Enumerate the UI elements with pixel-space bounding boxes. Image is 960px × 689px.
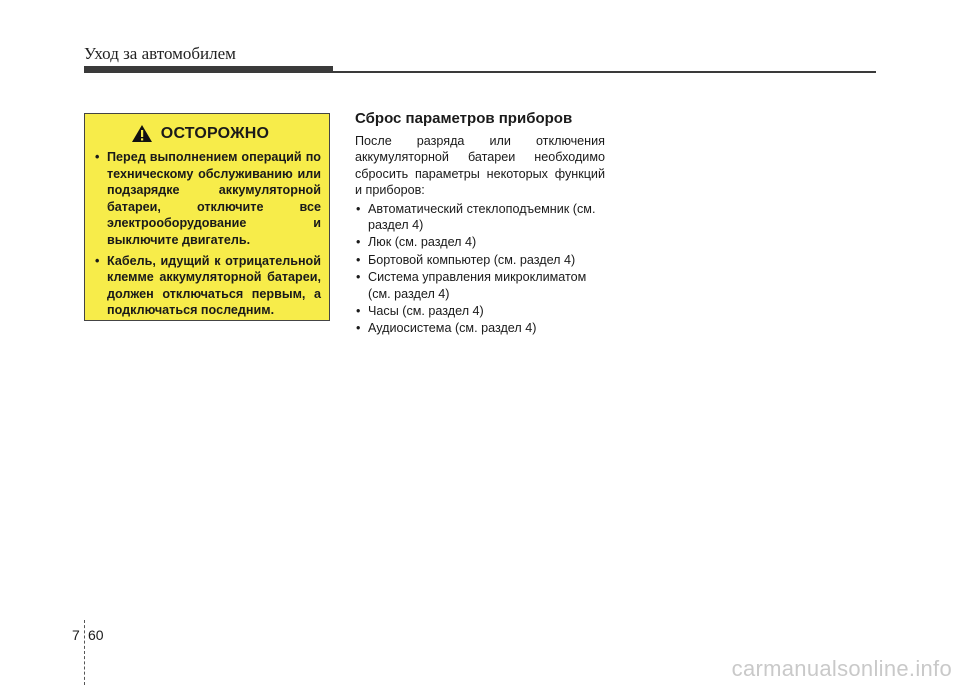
- warning-triangle-icon: [131, 124, 153, 143]
- footer-divider: [84, 620, 85, 685]
- section-intro: После разряда или отключения аккумуляторной батареи необходимо сбросить параметры некоторых функций и приборов:: [355, 134, 605, 198]
- page-number: 60: [88, 627, 104, 643]
- section-title: Сброс параметров приборов: [355, 110, 573, 127]
- chapter-number: 7: [72, 627, 80, 643]
- warning-title: ОСТОРОЖНО: [160, 124, 270, 142]
- warning-list: [93, 149, 321, 319]
- list-item: • Автоматический стеклоподъемник (см. раздел 4): [355, 201, 605, 234]
- page-header-title: Уход за автомобилем: [84, 44, 236, 63]
- list-item: • Система управления микроклиматом (см. раздел 4): [355, 269, 605, 302]
- warning-item: • Кабель, идущий к отрицательной клемме аккумуляторной батареи, должен отключаться первым, а подключаться последним.: [93, 253, 321, 319]
- header-rule-thin: [333, 71, 876, 73]
- list-item: • Часы (см. раздел 4): [355, 303, 605, 319]
- list-item: • Аудиосистема (см. раздел 4): [355, 320, 605, 336]
- list-item: • Люк (см. раздел 4): [355, 234, 605, 250]
- section-list: [355, 201, 605, 337]
- header-rule-thick: [84, 66, 333, 73]
- list-item: • Бортовой компьютер (см. раздел 4): [355, 252, 605, 268]
- warning-header: [79, 124, 321, 143]
- warning-box: [84, 113, 330, 321]
- watermark-text: carmanualsonline.info: [731, 656, 952, 681]
- reset-section: [355, 110, 605, 338]
- warning-item: • Перед выполнением операций по техническому обслуживанию или подзарядке аккумуляторной батареи, отключите все электрооборудование и выключите двигатель.: [93, 149, 321, 249]
